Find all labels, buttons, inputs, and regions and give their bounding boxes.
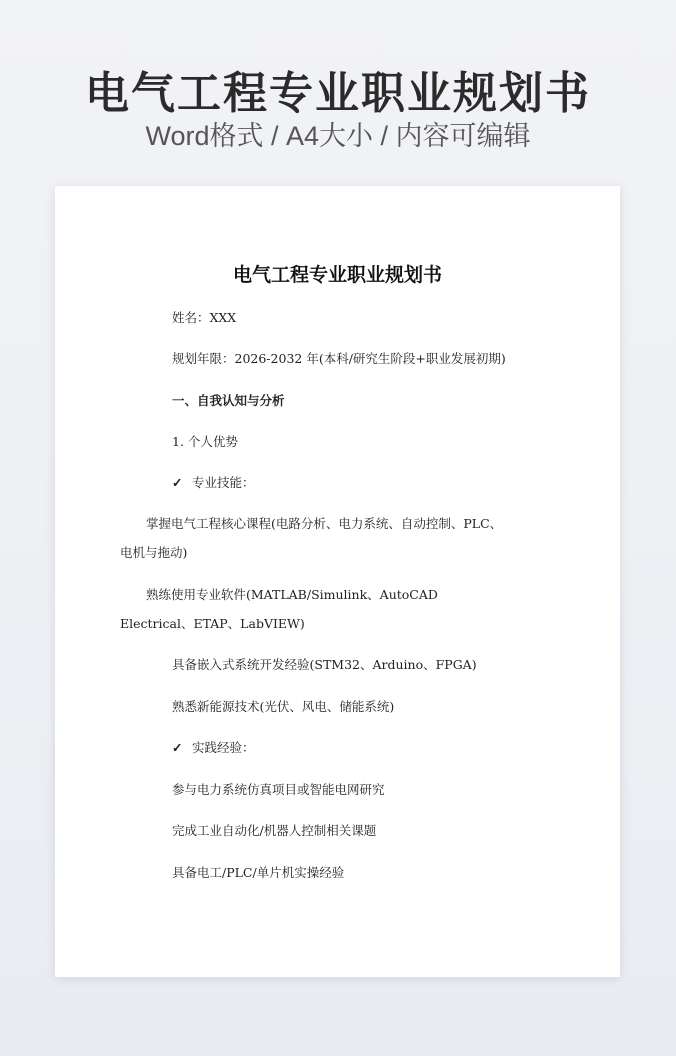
practice-item: 参与电力系统仿真项目或智能电网研究 bbox=[172, 782, 385, 797]
skills-label: 专业技能： bbox=[192, 475, 255, 490]
period-line: 规划年限：2026-2032 年(本科/研究生阶段+职业发展初期) bbox=[172, 351, 506, 366]
practice-label: 实践经验： bbox=[192, 740, 255, 755]
section-heading: 一、自我认知与分析 bbox=[172, 393, 285, 408]
practice-item: 具备电工/PLC/单片机实操经验 bbox=[172, 865, 345, 880]
banner-subtitle: Word格式 / A4大小 / 内容可编辑 bbox=[145, 121, 531, 151]
name-line: 姓名：XXX bbox=[172, 310, 237, 325]
document-title: 电气工程专业职业规划书 bbox=[232, 264, 442, 286]
banner-title: 电气工程专业职业规划书 bbox=[85, 69, 591, 118]
skill-item: 具备嵌入式系统开发经验(STM32、Arduino、FPGA) bbox=[172, 657, 477, 672]
subsection-heading: 1. 个人优势 bbox=[172, 434, 238, 449]
skill-item: 熟练使用专业软件(MATLAB/Simulink、AutoCAD Electrical、ETAP、LabVIEW) bbox=[120, 587, 438, 631]
document-page bbox=[55, 186, 620, 977]
check-icon: ✓ bbox=[172, 475, 183, 490]
skill-item: 熟悉新能源技术(光伏、风电、储能系统) bbox=[172, 699, 395, 714]
skill-item: 掌握电气工程核心课程(电路分析、电力系统、自动控制、PLC、电机与拖动) bbox=[120, 516, 503, 560]
practice-item: 完成工业自动化/机器人控制相关课题 bbox=[172, 823, 377, 838]
skills-label-row bbox=[172, 473, 255, 493]
practice-label-row bbox=[172, 738, 255, 758]
check-icon: ✓ bbox=[172, 740, 183, 755]
